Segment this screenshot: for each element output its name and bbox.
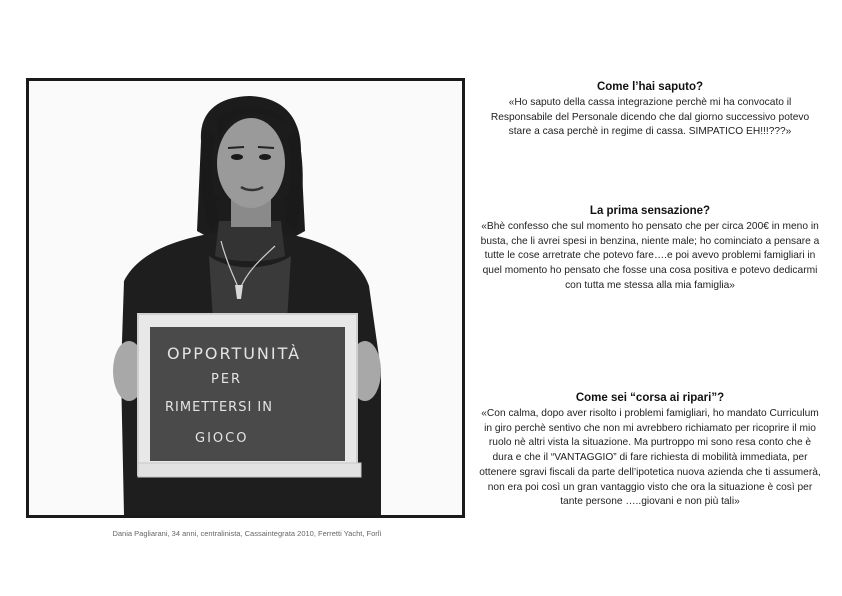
- question-heading: Come l’hai saputo?: [596, 81, 704, 93]
- chalkboard: [138, 314, 361, 477]
- answer-text: «Ho saputo della cassa integrazione perchè mi ha convocato il Responsabile del Personale dicendo che dal giorno successivo potevo stare a casa perchè in regime di cassa. SIMPATICO EH!!!???»: [490, 97, 810, 138]
- portrait-illustration: [29, 81, 462, 515]
- portrait-photo: [26, 78, 465, 518]
- question-heading: La prima sensazione?: [589, 205, 711, 217]
- board-line-4: GIOCO: [195, 431, 249, 446]
- board-line-1: OPPORTUNITÀ: [167, 344, 302, 363]
- board-line-3: RIMETTERSI IN: [165, 400, 273, 415]
- question-heading: Come sei “corsa ai ripari”?: [575, 392, 725, 404]
- interview-block-1: [479, 80, 821, 140]
- photo-caption: Dania Pagliarani, 34 anni, centralinista, Cassaintegrata 2010, Ferretti Yacht, Forlì: [112, 529, 382, 538]
- interview-block-3: [479, 391, 821, 510]
- answer-text: «Con calma, dopo aver risolto i problemi famigliari, ho mandato Curriculum in giro perchè sentivo che non mi avrebbero richiamato per ricoprire il mio ruolo nè altri vista la situazione. Ma purtroppo mi sono resa conto che è dura e che il “VANTAGGIO” di fare richiesta di mobilità immediata, per ottenere sgravi fiscali da parte dell’ipotetica nuova azienda che ti assumerà, non era poi così un gran vantaggio visto che ora la situazione è così per tante persone …..giovani e non più tali»: [479, 408, 821, 508]
- board-line-2: PER: [211, 372, 243, 387]
- answer-text: «Bhè confesso che sul momento ho pensato che per circa 200€ in meno in busta, che li avrei spesi in benzina, niente male; ho cominciato a pensare a tutte le cose arretrate che potevo fare….e poi avevo problemi famigliari in quel momento ho pensato che fosse una cosa positiva e potevo dedicarmi con tutta me stessa alla mia famiglia»: [480, 221, 820, 291]
- face: [217, 118, 285, 208]
- interview-block-2: [479, 204, 821, 294]
